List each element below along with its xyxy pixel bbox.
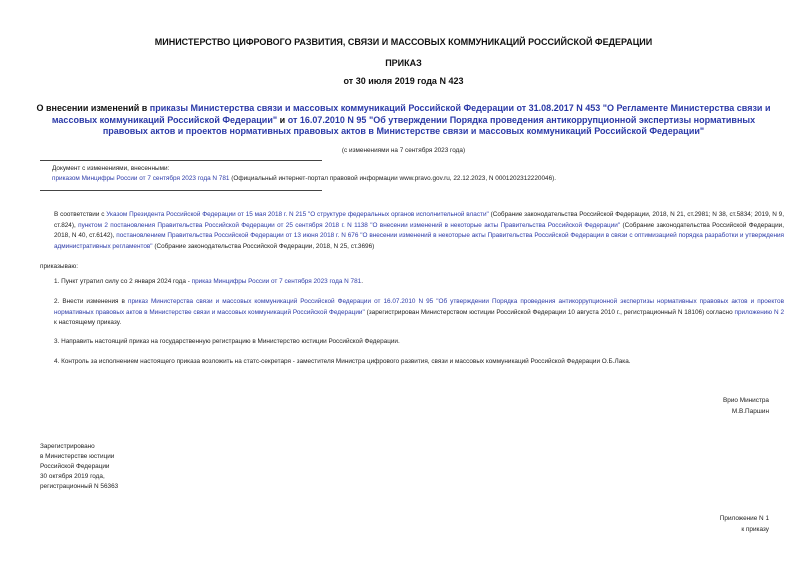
registration-line-4: 30 октября 2019 года, <box>40 473 105 480</box>
basis-text-1: В соответствии с <box>54 211 107 218</box>
signature-position: Врио Министра <box>723 397 769 404</box>
title-link-order-95[interactable]: от 16.07.2010 N 95 "Об утверждении Порядка проведения антикоррупционной экспертизы нормативных правовых актов и проектов нормативных правовых актов в Министерстве связи и массовых коммуникаций Российской Федерации" <box>102 114 756 136</box>
registration-line-3: Российской Федерации <box>40 463 110 470</box>
item-1 <box>40 277 784 288</box>
signature-name: М.В.Паршин <box>731 407 769 415</box>
order-type: ПРИКАЗ <box>385 58 422 68</box>
item-2-link-appendix-2[interactable]: приложению N 2 <box>734 308 784 316</box>
basis-link-decree-215[interactable]: Указом Президента Российской Федерации от 15 мая 2018 г. N 215 "О структуре федеральных органов исполнительной власти" <box>106 211 489 218</box>
item-2-text-1: 2. Внести изменения в <box>54 298 128 305</box>
item-1-text: 1. Пункт утратил силу со 2 января 2024 года - <box>54 278 192 285</box>
item-1-end: . <box>361 278 363 285</box>
appendix-line-1: Приложение N 1 <box>719 515 769 522</box>
item-1-link-order-781[interactable]: приказ Минцифры России от 7 сентября 2023 года N 781 <box>191 278 362 285</box>
registration-line-1: Зарегистрировано <box>40 443 95 450</box>
changes-publication: (Официальный интернет-портал правовой информации www.pravo.gov.ru, 22.12.2023, N 0001202312220046). <box>229 175 557 182</box>
basis-text-2: (Собрание законодательства Российской Федерации, 2018, N 21, ст.2981; N 38, ст.5834; 2019, N 9, ст.824), <box>54 211 785 229</box>
appendix-header <box>720 514 769 535</box>
signature-block <box>723 396 769 417</box>
changes-intro: Документ с изменениями, внесенными: <box>52 165 170 172</box>
item-2 <box>40 297 784 329</box>
item-2-text-2: (зарегистрирован Министерством юстиции Российской Федерации 10 августа 2010 г., регистрационный N 18106) согласно <box>364 308 735 316</box>
divider-top <box>40 160 322 161</box>
title-text-2: и <box>277 114 288 125</box>
registration-block <box>40 442 118 492</box>
basis-link-resolution-1138[interactable]: пунктом 2 постановления Правительства Российской Федерации от 25 сентября 2018 г. N 1138 "О внесении изменений в некоторые акты Правительства Российской Федерации" <box>78 221 621 229</box>
changes-note: (с изменениями на 7 сентября 2023 года) <box>341 147 466 154</box>
basis-paragraph <box>40 210 784 252</box>
document-changes-block <box>52 164 782 184</box>
item-2-link-order-95[interactable]: приказ Министерства связи и массовых коммуникаций Российской Федерации от 16.07.2010 N 95 "Об утверждении Порядка проведения антикоррупционной экспертизы нормативных правовых актов и проектов нормативных правовых актов в Министерстве связи и массовых коммуникаций Российской Федерации" <box>54 298 784 316</box>
item-4: 4. Контроль за исполнением настоящего приказа возложить на статс-секретаря - заместителя Министра цифрового развития, связи и массовых коммуникаций Российской Федерации О.Б.Лака. <box>54 358 631 365</box>
title-text-1: О внесении изменений в <box>36 103 150 113</box>
changes-link-order-781[interactable]: приказом Минцифры России от 7 сентября 2023 года N 781 <box>52 175 230 182</box>
item-3: 3. Направить настоящий приказ на государственную регистрацию в Министерство юстиции Российской Федерации. <box>54 338 400 345</box>
divider-bottom <box>40 190 322 191</box>
order-date: от 30 июля 2019 года N 423 <box>343 76 464 86</box>
registration-line-5: регистрационный N 56363 <box>40 483 119 490</box>
item-2-text-3: к настоящему приказу. <box>54 319 122 326</box>
basis-text-3: (Собрание законодательства Российской Федерации, 2018, N 40, ст.6142), <box>54 221 785 239</box>
title-link-order-453[interactable]: приказы Министерства связи и массовых коммуникаций Российской Федерации от 31.08.2017 N 453 "О Регламенте Министерства связи и массовых коммуникаций Российской Федерации" <box>51 103 771 125</box>
basis-text-4: (Собрание законодательства Российской Федерации, 2018, N 25, ст.3696) <box>152 242 375 250</box>
appendix-line-2: к приказу <box>741 525 769 533</box>
registration-line-2: в Министерстве юстиции <box>40 453 115 460</box>
document-title <box>30 103 777 138</box>
orders-word: приказываю: <box>40 263 78 270</box>
ministry-name: МИНИСТЕРСТВО ЦИФРОВОГО РАЗВИТИЯ, СВЯЗИ И МАССОВЫХ КОММУНИКАЦИЙ РОССИЙСКОЙ ФЕДЕРАЦИИ <box>154 37 653 47</box>
basis-link-resolution-676[interactable]: постановлением Правительства Российской Федерации от 13 июня 2018 г. N 676 "О внесении изменений в некоторые акты Правительства Российской Федерации в связи с оптимизацией порядка разработки и утверждения административных регламентов" <box>54 232 785 250</box>
